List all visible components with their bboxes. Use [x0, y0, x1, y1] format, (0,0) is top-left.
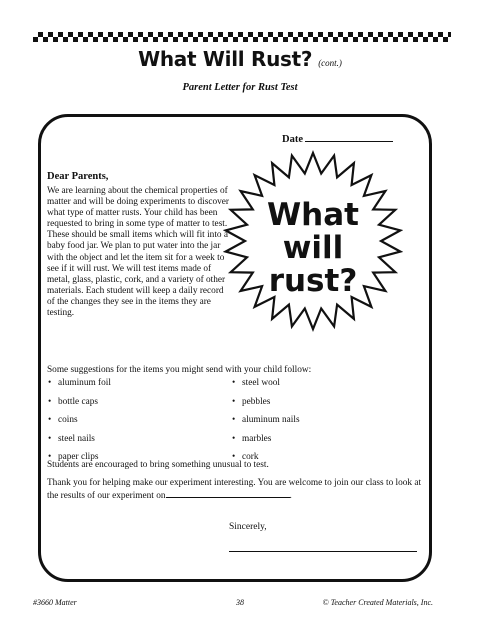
bullet-icon: • — [48, 415, 52, 425]
bullet-icon: • — [48, 433, 52, 444]
list-item: • paper clips — [48, 452, 99, 462]
page-title: What Will Rust? — [138, 47, 313, 71]
list-item: • cork — [232, 452, 259, 462]
page-title-row — [0, 47, 480, 71]
bullet-icon: • — [232, 433, 236, 444]
title-cont-label: (cont.) — [318, 58, 342, 68]
list-item: • steel wool — [232, 378, 280, 388]
thanks-end: . — [289, 491, 292, 502]
bullet-icon: • — [48, 452, 52, 462]
page-subtitle: Parent Letter for Rust Test — [182, 82, 298, 93]
thanks-text: Thank you for helping make our experiment interesting. You are welcome to join our class to look at the results of our experiment on — [47, 478, 422, 502]
suggestion-list-left — [48, 377, 111, 470]
footer-page-number: 38 — [236, 598, 244, 607]
footer-product-code: #3660 Matter — [33, 598, 77, 607]
list-item: • bottle caps — [48, 396, 99, 407]
footer-copyright: © Teacher Created Materials, Inc. — [322, 598, 433, 607]
list-item: • marbles — [232, 433, 272, 444]
experiment-date-blank — [166, 489, 290, 498]
suggestion-list-right — [232, 377, 300, 470]
starburst-graphic — [223, 148, 403, 334]
list-item: • steel nails — [48, 433, 95, 444]
list-item: • aluminum nails — [232, 415, 300, 425]
bullet-icon: • — [232, 415, 236, 425]
bullet-icon: • — [48, 396, 52, 407]
burst-line-3: rust? — [268, 263, 358, 299]
list-item: • pebbles — [232, 396, 271, 407]
list-item: • aluminum foil — [48, 378, 111, 388]
thanks-paragraph — [47, 478, 431, 503]
date-label: Date — [282, 134, 303, 145]
burst-line-2: will — [282, 230, 344, 266]
letter-greeting: Dear Parents, — [47, 171, 109, 182]
letter-intro-paragraph: We are learning about the chemical properties of matter and will be doing experiments to discover what type of matter rusts. Your child has been requested to bring in some type of matter to test. These should be small items which will fit into a baby food jar. We plan to put water into the jar with the object and let the item sit for a week to see if it will rust. We will test items made of metal, glass, plastic, cork, and a variety of other materials. Each student will keep a daily record of the changes they see in the items they are testing. — [47, 186, 230, 319]
date-field — [282, 132, 393, 145]
bullet-icon: • — [232, 396, 236, 407]
encourage-text: Students are encouraged to bring something unusual to test. — [47, 460, 269, 470]
burst-line-1: What — [266, 197, 360, 233]
bullet-icon: • — [232, 378, 236, 388]
bullet-icon: • — [48, 378, 52, 388]
signature-line — [229, 551, 417, 552]
suggestions-intro: Some suggestions for the items you might send with your child follow: — [47, 365, 312, 375]
sign-off: Sincerely, — [229, 522, 267, 532]
list-item: • coins — [48, 415, 78, 425]
date-blank — [305, 132, 393, 142]
bullet-icon: • — [232, 452, 236, 462]
checkered-border — [33, 32, 451, 42]
